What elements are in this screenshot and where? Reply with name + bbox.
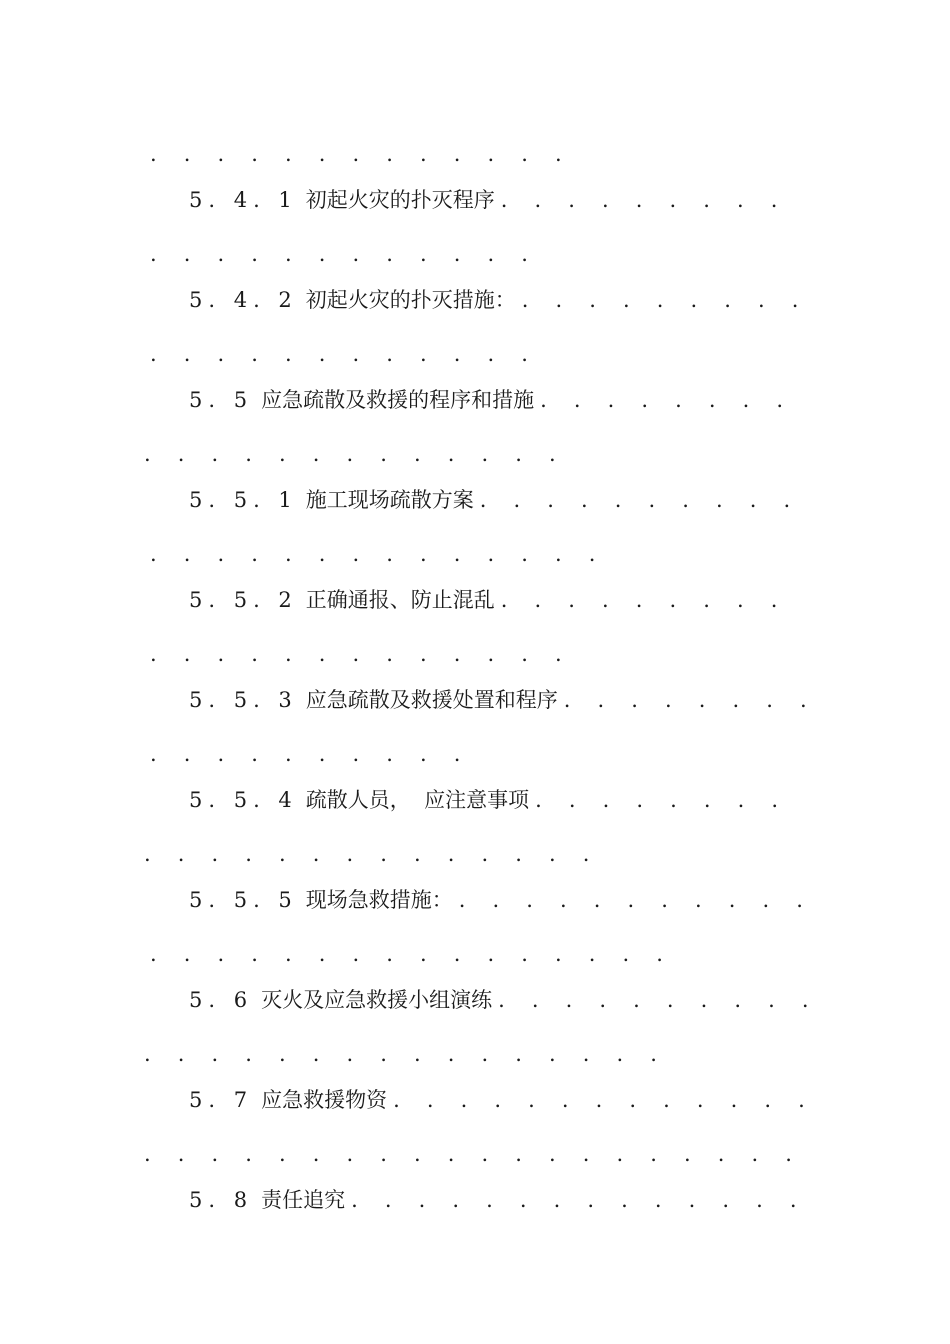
toc-leader-continuation (150, 240, 538, 268)
toc-leader: . . . . . . . . (540, 388, 794, 412)
toc-leader-continuation (144, 840, 600, 868)
toc-leader-continuation (150, 940, 673, 968)
toc-leader-continuation (150, 340, 538, 368)
toc-leader: . . . . . . . . . . . . . . . . (144, 1042, 668, 1066)
toc-leader: . . . . . . . . . . (150, 742, 471, 766)
toc-entry-number: 5. 4. 1 (189, 188, 298, 212)
toc-entry-number: 5. 5. 2 (189, 588, 298, 612)
toc-leader: . . . . . . . . . (521, 288, 809, 312)
toc-entry-title: 初起火灾的扑灭程序 (305, 188, 495, 212)
toc-entry-number: 5. 5. 1 (189, 488, 298, 512)
toc-leader: . . . . . . . . . . . . . . (144, 842, 600, 866)
toc-entry-title: 正确通报、防止混乱 (305, 588, 495, 612)
toc-entry-title: 疏散人员， 应注意事项 (305, 788, 530, 812)
toc-entry[interactable] (189, 986, 819, 1014)
toc-entry-title: 灭火及应急救援小组演练 (261, 988, 493, 1012)
toc-leader: . . . . . . . . . . . . . (150, 642, 572, 666)
toc-entry-title: 应急疏散及救援的程序和措施 (261, 388, 535, 412)
toc-leader: . . . . . . . . . . . . (150, 242, 539, 266)
toc-leader: . . . . . . . . . . . . . . . . . . . . (144, 1142, 803, 1166)
toc-entry[interactable] (189, 686, 817, 714)
toc-leader: . . . . . . . . . . (498, 988, 819, 1012)
toc-leader-continuation (144, 440, 566, 468)
toc-entry-number: 5. 4. 2 (189, 288, 298, 312)
toc-entry[interactable] (189, 486, 800, 514)
toc-leader: . . . . . . . . (563, 688, 817, 712)
toc-leader: . . . . . . . . . . . . . (393, 1088, 815, 1112)
toc-leader: . . . . . . . . . . . . . (144, 442, 566, 466)
toc-leader: . . . . . . . . . . . . . . . . (150, 942, 674, 966)
toc-entry[interactable] (189, 1086, 815, 1114)
toc-entry[interactable] (189, 1186, 807, 1214)
toc-entry-number: 5. 5. 4 (189, 788, 298, 812)
toc-entry-number: 5. 5. 3 (189, 688, 298, 712)
toc-leader: . . . . . . . . . (500, 188, 788, 212)
toc-leader: . . . . . . . . . . . (458, 888, 814, 912)
toc-leader-continuation (150, 540, 606, 568)
toc-entry-number: 5. 5. 5 (189, 888, 298, 912)
toc-entry-title: 初起火灾的扑灭措施： (305, 288, 516, 312)
toc-leader-continuation (150, 140, 572, 168)
toc-entry-title: 应急疏散及救援处置和程序 (305, 688, 558, 712)
toc-entry[interactable] (189, 786, 788, 814)
toc-entry-title: 责任追究 (261, 1188, 346, 1212)
toc-entry-number: 5. 5 (189, 388, 254, 412)
toc-entry[interactable] (189, 286, 809, 314)
toc-entry[interactable] (189, 586, 788, 614)
toc-leader: . . . . . . . . . . . . . (150, 142, 572, 166)
toc-entry-title: 应急救援物资 (261, 1088, 388, 1112)
toc-leader-continuation (144, 1040, 667, 1068)
toc-entry-number: 5. 6 (189, 988, 254, 1012)
toc-entry-number: 5. 8 (189, 1188, 254, 1212)
toc-leader: . . . . . . . . . . . . . . (150, 542, 606, 566)
toc-leader-continuation (144, 1140, 802, 1168)
toc-leader: . . . . . . . . (535, 788, 789, 812)
toc-leader: . . . . . . . . . . . . (150, 342, 539, 366)
toc-leader: . . . . . . . . . (500, 588, 788, 612)
toc-leader-continuation (150, 640, 572, 668)
toc-entry-number: 5. 7 (189, 1088, 254, 1112)
toc-leader: . . . . . . . . . . . . . . (351, 1188, 807, 1212)
toc-entry-title: 施工现场疏散方案 (305, 488, 474, 512)
toc-entry[interactable] (189, 186, 788, 214)
toc-leader-continuation (150, 740, 471, 768)
toc-entry[interactable] (189, 886, 813, 914)
toc-leader: . . . . . . . . . . (479, 488, 801, 512)
toc-entry[interactable] (189, 386, 793, 414)
toc-entry-title: 现场急救措施： (305, 888, 453, 912)
